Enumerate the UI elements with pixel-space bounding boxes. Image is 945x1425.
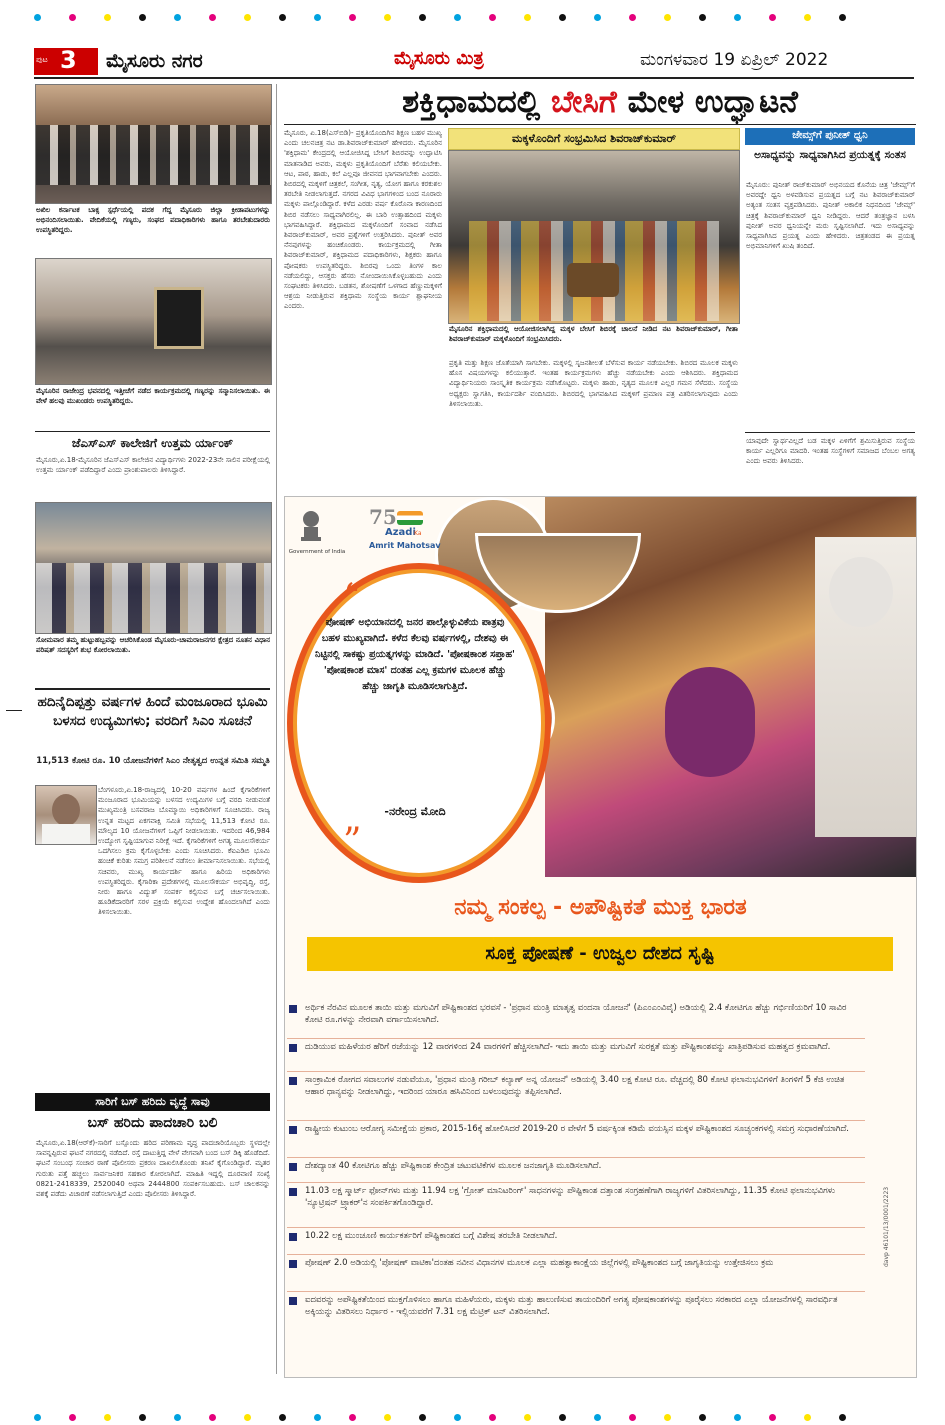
- registration-dot: [384, 1414, 391, 1421]
- registration-dot: [349, 1414, 356, 1421]
- lead-headline: [284, 80, 916, 124]
- ad-bullet-7: [287, 1228, 865, 1255]
- modi-quote: ಪೋಷಣ್ ಅಭಿಯಾನದಲ್ಲಿ ಜನರ ಪಾಲ್ಗೊಳ್ಳುವಿಕೆಯ ಪಾತ್ರವು ಬಹಳ ಮುಖ್ಯವಾಗಿದೆ. ಕಳೆದ ಕೆಲವು ವರ್ಷಗಳಲ್ಲಿ, ದೇಶವು ಈ ನಿಟ್ಟಿನಲ್ಲಿ ಸಾಕಷ್ಟು ಪ್ರಯತ್ನಗಳನ್ನು ಮಾಡಿದೆ. 'ಪೋಷಕಾಂಶ ಸಪ್ತಾಹ' 'ಪೋಷಕಾಂಶ ಮಾಸ' ದಂತಹ ಎಲ್ಲ ಕ್ರಮಗಳ ಮೂಲಕ ಹೆಚ್ಚು ಹೆಚ್ಚು ಜಾಗೃತಿ ಮೂಡಿಸಲಾಗುತ್ತಿದೆ.: [315, 617, 515, 692]
- registration-dot: [734, 14, 741, 21]
- azadi-logo: [363, 505, 441, 559]
- photo-felicitation: [35, 258, 272, 385]
- james-banner-text: ಜೇಮ್ಸ್‌ಗೆ ಪುನೀತ್ ಧ್ವನಿ: [792, 130, 868, 141]
- james-box-rule: [745, 432, 915, 433]
- paper-name: ಮೈಸೂರು ಮಿತ್ರ: [394, 48, 484, 69]
- registration-dot: [34, 1414, 41, 1421]
- issue-date: ಮಂಗಳವಾರ 19 ಏಪ್ರಿಲ್ 2022: [640, 50, 829, 70]
- left-column-divider: [276, 84, 277, 1374]
- ad-bullet-1: [287, 1000, 865, 1039]
- registration-dot: [454, 1414, 461, 1421]
- registration-dot: [769, 1414, 776, 1421]
- registration-dot: [489, 14, 496, 21]
- bus-body: ಮೈಸೂರು,ಏ.18(ಆರ್‌ಕೆ)-ಸಾರಿಗೆ ಬಸ್ಸೊಂದು ಹರಿದ ಪರಿಣಾಮ ವೃದ್ಧ ಪಾದಚಾರಿಯೊಬ್ಬರು ಸ್ಥಳದಲ್ಲೇ ಸಾವನ್ನಪ್ಪಿರುವ ಘಟನೆ ನಗರದಲ್ಲಿ ನಡೆದಿದೆ. ರಸ್ತೆ ದಾಟುತ್ತಿದ್ದ ವೇಳೆ ವೇಗವಾಗಿ ಬಂದ ಬಸ್ ಡಿಕ್ಕಿ ಹೊಡೆದಿದೆ. ಘಟನೆ ಸಂಬಂಧ ಸಂಚಾರ ಠಾಣೆ ಪೊಲೀಸರು ಪ್ರಕರಣ ದಾಖಲಿಸಿಕೊಂಡು ತನಿಖೆ ಕೈಗೊಂಡಿದ್ದಾರೆ. ಮೃತರ ಗುರುತು ಪತ್ತೆ ಹಚ್ಚಲು ಸಾರ್ವಜನಿಕರ ಸಹಕಾರ ಕೋರಲಾಗಿದೆ. ಮಾಹಿತಿ ಇದ್ದಲ್ಲಿ ದೂರವಾಣಿ ಸಂಖ್ಯೆ 0821-2418339, 2520040 ಅಥವಾ 2444800 ಸಂಪರ್ಕಿಸಬಹುದು. ಬಸ್ ಚಾಲಕನನ್ನು ವಶಕ್ಕೆ ಪಡೆದು ವಿಚಾರಣೆ ನಡೆಸಲಾಗುತ್ತಿದೆ ಎಂದು ಪೊಲೀಸರು ತಿಳಿಸಿದ್ದಾರೆ.: [36, 1139, 270, 1199]
- ad-title: ನಮ್ಮ ಸಂಕಲ್ಪ - ಅಪೌಷ್ಟಿಕತೆ ಮುಕ್ತ ಭಾರತ: [454, 895, 747, 920]
- registration-dot: [559, 1414, 566, 1421]
- registration-dot: [244, 14, 251, 21]
- registration-dot: [174, 1414, 181, 1421]
- registration-dot: [69, 1414, 76, 1421]
- photo-cm: [35, 785, 97, 845]
- page-number: 3: [60, 46, 77, 74]
- lead-body: ಮೈಸೂರು, ಏ.18(ಎಸ್‌ಬಿಡಿ)- ಪ್ರಕೃತಿಯೊಂದಿಗಿನ ಶಿಕ್ಷಣ ಬಹಳ ಮುಖ್ಯ ಎಂದು ಚಲನಚಿತ್ರ ನಟ ಡಾ.ಶಿವರಾಜ್‌ಕುಮಾರ್ ಹೇಳಿದರು. ಮೈಸೂರಿನ 'ಶಕ್ತಿಧಾಮ' ಕೇಂದ್ರದಲ್ಲಿ ಆಯೋಜಿಸಿದ್ದ ಬೇಸಿಗೆ ಶಿಬಿರವನ್ನು ಉದ್ಘಾಟಿಸಿ ಮಾತನಾಡಿದ ಅವರು, ಮಕ್ಕಳು ಪ್ರಕೃತಿಯೊಂದಿಗೆ ಬೆರೆತು ಕಲಿಯಬೇಕು. ಆಟ, ಪಾಠ, ಹಾಡು, ಕಲೆ ಎಲ್ಲವೂ ಜೀವನದ ಭಾಗವಾಗಬೇಕು ಎಂದರು. ಶಿಬಿರದಲ್ಲಿ ಮಕ್ಕಳಿಗೆ ಚಿತ್ರಕಲೆ, ಸಂಗೀತ, ನೃತ್ಯ, ಯೋಗ ಹಾಗೂ ಕರಕುಶಲ ತರಬೇತಿ ನೀಡಲಾಗುತ್ತದೆ. ನಗರದ ವಿವಿಧ ಭಾಗಗಳಿಂದ ಬಂದ ನೂರಾರು ಮಕ್ಕಳು ಪಾಲ್ಗೊಂಡಿದ್ದಾರೆ. ಕಳೆದ ಎರಡು ವರ್ಷ ಕೊರೊನಾ ಕಾರಣದಿಂದ ಶಿಬಿರ ನಡೆಸಲು ಸಾಧ್ಯವಾಗಿರಲಿಲ್ಲ. ಈ ಬಾರಿ ಉತ್ಸಾಹದಿಂದ ಮಕ್ಕಳು ಭಾಗವಹಿಸಿದ್ದಾರೆ. ಶಕ್ತಿಧಾಮದ ಮಕ್ಕಳೊಂದಿಗೆ ಸಂವಾದ ನಡೆಸಿದ ಶಿವರಾಜ್‌ಕುಮಾರ್, ಅವರ ಪ್ರಶ್ನೆಗಳಿಗೆ ಉತ್ತರಿಸಿದರು. ಪುನೀತ್ ಅವರ ನೆನಪುಗಳನ್ನು ಹಂಚಿಕೊಂಡರು. ಕಾರ್ಯಕ್ರಮದಲ್ಲಿ ಗೀತಾ ಶಿವರಾಜ್‌ಕುಮಾರ್, ಶಕ್ತಿಧಾಮದ ಪದಾಧಿಕಾರಿಗಳು, ಶಿಕ್ಷಕರು ಹಾಗೂ ಪೋಷಕರು ಉಪಸ್ಥಿತರಿದ್ದರು. ಶಿಬಿರವು ಒಂದು ತಿಂಗಳ ಕಾಲ ನಡೆಯಲಿದ್ದು, ಆಸಕ್ತರು ಹೆಸರು ನೋಂದಾಯಿಸಿಕೊಳ್ಳಬಹುದು ಎಂದು ಸಂಘಟಕರು ತಿಳಿಸಿದರು. ಬಡತನ, ಶೋಷಣೆಗೆ ಒಳಗಾದ ಹೆಣ್ಣುಮಕ್ಕಳಿಗೆ ಆಶ್ರಯ ನೀಡುತ್ತಿರುವ ಶಕ್ತಿಧಾಮ ಸಂಸ್ಥೆಯ ಕಾರ್ಯ ಶ್ಲಾಘನೀಯ ಎಂದರು.: [284, 129, 442, 311]
- registration-dot: [734, 1414, 741, 1421]
- registration-dot: [629, 1414, 636, 1421]
- registration-dot: [699, 14, 706, 21]
- bus-headline: ಬಸ್ ಹರಿದು ಪಾದಚಾರಿ ಬಲಿ: [87, 1115, 218, 1131]
- registration-dot: [139, 14, 146, 21]
- bus-banner-text: ಸಾರಿಗೆ ಬಸ್ ಹರಿದು ವೃದ್ಧೆ ಸಾವು: [95, 1095, 210, 1108]
- registration-dot: [314, 14, 321, 21]
- bullet-square-icon: [289, 1233, 297, 1241]
- photo-award-group: [35, 84, 272, 204]
- registration-dots-bottom: [20, 1406, 925, 1416]
- bullet-square-icon: [289, 1005, 297, 1013]
- ad-bullet-5: [287, 1158, 865, 1183]
- rank-rule-top: [35, 431, 270, 432]
- james-headline: ಅಸಾಧ್ಯವನ್ನು ಸಾಧ್ಯವಾಗಿಸಿದ ಪ್ರಯತ್ನಕ್ಕೆ ಸಂತಸ: [754, 149, 906, 161]
- registration-dot: [384, 14, 391, 21]
- registration-dot: [69, 14, 76, 21]
- registration-dot: [209, 1414, 216, 1421]
- registration-dot: [664, 14, 671, 21]
- azadi-text-1: Azadi: [385, 527, 416, 538]
- registration-dot: [314, 1414, 321, 1421]
- ad-bullet-2: [287, 1039, 865, 1072]
- james-body: ಮೈಸೂರು: ಪುನೀತ್ ರಾಜ್‌ಕುಮಾರ್ ಅಭಿನಯದ ಕೊನೆಯ ಚಿತ್ರ 'ಜೇಮ್ಸ್'ಗೆ ಅವರದ್ದೇ ಧ್ವನಿ ಅಳವಡಿಸುವ ಪ್ರಯತ್ನದ ಬಗ್ಗೆ ನಟ ಶಿವರಾಜ್‌ಕುಮಾರ್ ಅತ್ಯಂತ ಸಂತಸ ವ್ಯಕ್ತಪಡಿಸಿದರು. ಪುನೀತ್ ಅಕಾಲಿಕ ನಿಧನದಿಂದ 'ಜೇಮ್ಸ್' ಚಿತ್ರಕ್ಕೆ ಶಿವರಾಜ್‌ಕುಮಾರ್ ಧ್ವನಿ ನೀಡಿದ್ದರು. ಆದರೆ ತಂತ್ರಜ್ಞಾನ ಬಳಸಿ ಪುನೀತ್ ಅವರ ಧ್ವನಿಯನ್ನೇ ಮರು ಸೃಷ್ಟಿಸಲಾಗಿದೆ. ಇದು ಅಸಾಧ್ಯವನ್ನು ಸಾಧ್ಯವಾಗಿಸಿದ ಪ್ರಯತ್ನ ಎಂದು ಹೇಳಿದರು. ಚಿತ್ರತಂಡದ ಈ ಪ್ರಯತ್ನ ಅಭಿಮಾನಿಗಳಿಗೆ ಖುಷಿ ತಂದಿದೆ.: [746, 181, 915, 251]
- photo-shakthidhama: [448, 150, 740, 324]
- dav-code: davp 46101/13/0001/2223: [883, 1186, 890, 1267]
- quote-author: -ನರೇಂದ್ರ ಮೋದಿ: [384, 805, 446, 818]
- bullet-square-icon: [289, 1188, 297, 1196]
- bullet-text: ಪೋಷಣ್ 2.0 ಅಡಿಯಲ್ಲಿ 'ಪೋಷಣ್ ವಾಟಿಕಾ'ದಂತಹ ನವೀನ ವಿಧಾನಗಳ ಮೂಲಕ ಎಲ್ಲಾ ಮಹತ್ವಾಕಾಂಕ್ಷೆಯ ಜಿಲ್ಲೆಗಳಲ್ಲಿ ಪೌಷ್ಟಿಕಾಂಶದ ಬಗ್ಗೆ ಜಾಗೃತಿಯನ್ನು ಉತ್ತೇಜಿಸಲು ಕ್ರಮ: [305, 1258, 774, 1268]
- emblem-icon: [298, 509, 324, 545]
- bullet-text: 11.03 ಲಕ್ಷ ಸ್ಮಾರ್ಟ್ ಫೋನ್‌ಗಳು ಮತ್ತು 11.94 ಲಕ್ಷ 'ಗ್ರೋತ್ ಮಾನಿಟರಿಂಗ್' ಸಾಧನಗಳನ್ನು ಪೌಷ್ಟಿಕಾಂಶ ದತ್ತಾಂಶ ಸಂಗ್ರಹಣೆಗಾಗಿ ರಾಜ್ಯಗಳಿಗೆ ವಿತರಿಸಲಾಗಿದ್ದು, 11.35 ಕೋಟಿ ಫಲಾನುಭವಿಗಳು 'ನ್ಯೂಟ್ರಿಷನ್ ಟ್ರ್ಯಾಕರ್'ನ ಸಂಪರ್ಕಿತಗೊಂಡಿದ್ದಾರೆ.: [305, 1186, 836, 1208]
- bullet-square-icon: [289, 1126, 297, 1134]
- registration-dot: [489, 1414, 496, 1421]
- registration-dot: [524, 14, 531, 21]
- rank-headline: ಜೆಎಸ್‌ಎಸ್ ಕಾಲೇಜಿಗೆ ಉತ್ತಮ ರ್ಯಾಂಕ್: [71, 436, 234, 450]
- cm-subheadline: 11,513 ಕೋಟಿ ರೂ. 10 ಯೋಜನೆಗಳಿಗೆ ಸಿಎಂ ನೇತೃತ್ವದ ಉನ್ನತ ಸಮಿತಿ ಸಮ್ಮತಿ: [36, 756, 270, 766]
- bullet-square-icon: [289, 1044, 297, 1052]
- lead-rule: [284, 124, 916, 125]
- azadi-75-icon: 75: [369, 505, 397, 529]
- ad-subtitle-bar: [307, 937, 893, 971]
- page-number-box: [34, 48, 98, 75]
- registration-dot: [174, 14, 181, 21]
- registration-dot: [454, 14, 461, 21]
- registration-dot: [34, 14, 41, 21]
- photo-label: [448, 128, 740, 150]
- bullet-text: ಸಾಂಕ್ರಾಮಿಕ ರೋಗದ ಸವಾಲುಗಳ ನಡುವೆಯೂ, 'ಪ್ರಧಾನ ಮಂತ್ರಿ ಗರೀಬ್ ಕಲ್ಯಾಣ್ ಅನ್ನ ಯೋಜನೆ' ಅಡಿಯಲ್ಲಿ 3.40 ಲಕ್ಷ ಕೋಟಿ ರೂ. ವೆಚ್ಚದಲ್ಲಿ 80 ಕೋಟಿ ಫಲಾನುಭವಿಗಳಿಗೆ ತಿಂಗಳಿಗೆ 5 ಕೆಜಿ ಉಚಿತ ಆಹಾರ ಧಾನ್ಯವನ್ನು ನೀಡಲಾಗಿದ್ದು, ಇದರಿಂದ ಯಾರೂ ಹಸಿವಿನಿಂದ ಬಳಲುವುದನ್ನು ತಪ್ಪಿಸಲಾಗಿದೆ.: [305, 1075, 845, 1097]
- photo-birthday: [35, 502, 272, 634]
- ad-subtitle: ಸೂಕ್ತ ಪೋಷಣೆ - ಉಜ್ವಲ ದೇಶದ ಸೃಷ್ಟಿ: [485, 943, 715, 964]
- masthead: [34, 48, 914, 78]
- rank-body: ಮೈಸೂರು,ಏ.18-ಮೈಸೂರಿನ ಜೆಎಸ್‌ಎಸ್ ಕಾಲೇಜಿನ ವಿದ್ಯಾರ್ಥಿಗಳು 2022-23ನೇ ಸಾಲಿನ ಪರೀಕ್ಷೆಯಲ್ಲಿ ಉತ್ತಮ ರ್ಯಾಂಕ್ ಪಡೆದಿದ್ದಾರೆ ಎಂದು ಪ್ರಾಂಶುಪಾಲರು ತಿಳಿಸಿದ್ದಾರೆ.: [36, 456, 270, 475]
- lead-headline-text: [402, 84, 798, 120]
- registration-dot: [839, 1414, 846, 1421]
- lead-headline-word: ಬೇಸಿಗೆ: [550, 84, 628, 120]
- azadi-ka: Ka: [414, 530, 422, 537]
- photo-label-text: ಮಕ್ಕಳೊಂದಿಗೆ ಸಂಭ್ರಮಿಸಿದ ಶಿವರಾಜ್‌ಕುಮಾರ್: [511, 132, 676, 145]
- registration-dot: [104, 14, 111, 21]
- registration-dot: [279, 1414, 286, 1421]
- registration-dot: [664, 1414, 671, 1421]
- margin-tick: [6, 710, 22, 711]
- registration-dot: [629, 14, 636, 21]
- registration-dot: [699, 1414, 706, 1421]
- registration-dot: [524, 1414, 531, 1421]
- quote-open-mark: “: [343, 577, 362, 618]
- ad-bullet-4: [287, 1121, 865, 1158]
- bullet-square-icon: [289, 1260, 297, 1268]
- caption-birthday: ಸೋಮವಾರ ತಮ್ಮ ಹುಟ್ಟುಹಬ್ಬವನ್ನು ಆಚರಿಸಿಕೊಂಡ ಮೈಸೂರು-ಚಾಮರಾಜನಗರ ಕ್ಷೇತ್ರದ ನೂತನ ವಿಧಾನ ಪರಿಷತ್ ಸದಸ್ಯರಿಗೆ ಶುಭ ಕೋರಲಾಯಿತು.: [36, 636, 270, 655]
- registration-dot: [804, 1414, 811, 1421]
- ad-bullet-9: [287, 1292, 865, 1346]
- bullet-text: ದುಡಿಯುವ ಮಹಿಳೆಯರ ಹೆರಿಗೆ ರಜೆಯನ್ನು 12 ವಾರಗಳಿಂದ 24 ವಾರಗಳಿಗೆ ಹೆಚ್ಚಿಸಲಾಗಿದೆ- ಇದು ತಾಯಿ ಮತ್ತು ಮಗುವಿಗೆ ಸುರಕ್ಷತೆ ಮತ್ತು ಪೌಷ್ಟಿಕಾಂಶವನ್ನು ಖಾತ್ರಿಪಡಿಸುವ ಮಹತ್ವದ ಕ್ರಮವಾಗಿದೆ.: [305, 1042, 831, 1052]
- bullet-square-icon: [289, 1297, 297, 1305]
- lead-headline-word: ಶಕ್ತಿಧಾಮದಲ್ಲಿ: [402, 84, 551, 120]
- registration-dot: [559, 14, 566, 21]
- registration-dots-top: [20, 6, 925, 16]
- lead-lower-body: ಪ್ರಕೃತಿ ಮತ್ತು ಶಿಕ್ಷಣ ಜೊತೆಯಾಗಿ ಸಾಗಬೇಕು. ಮಕ್ಕಳಲ್ಲಿ ಸೃಜನಶೀಲತೆ ಬೆಳೆಸುವ ಕಾರ್ಯ ನಡೆಯಬೇಕು. ಶಿಬಿರದ ಮೂಲಕ ಮಕ್ಕಳು ಹೊಸ ವಿಷಯಗಳನ್ನು ಕಲಿಯುತ್ತಾರೆ. ಇಂತಹ ಕಾರ್ಯಕ್ರಮಗಳು ಹೆಚ್ಚು ನಡೆಯಬೇಕು ಎಂದು ಆಶಿಸಿದರು. ಶಕ್ತಿಧಾಮದ ವಿದ್ಯಾರ್ಥಿನಿಯರು ಸಾಂಸ್ಕೃತಿಕ ಕಾರ್ಯಕ್ರಮ ನಡೆಸಿಕೊಟ್ಟರು. ಮಕ್ಕಳು ಹಾಡು, ನೃತ್ಯದ ಮೂಲಕ ಎಲ್ಲರ ಗಮನ ಸೆಳೆದರು. ಸಂಸ್ಥೆಯ ಅಧ್ಯಕ್ಷರು ಸ್ವಾಗತಿಸಿ, ಕಾರ್ಯದರ್ಶಿ ವಂದಿಸಿದರು. ಶಿಬಿರದಲ್ಲಿ ಭಾಗವಹಿಸಿದ ಮಕ್ಕಳಿಗೆ ಪ್ರಮಾಣ ಪತ್ರ ವಿತರಿಸಲಾಗುವುದು ಎಂದು ತಿಳಿಸಲಾಯಿತು.: [449, 359, 738, 408]
- section-name: ಮೈಸೂರು ನಗರ: [106, 50, 203, 72]
- registration-dot: [419, 14, 426, 21]
- bullet-square-icon: [289, 1077, 297, 1085]
- registration-dot: [244, 1414, 251, 1421]
- cm-rule-top: [35, 688, 270, 690]
- registration-dot: [769, 14, 776, 21]
- registration-dot: [594, 1414, 601, 1421]
- ad-bullet-6: [287, 1183, 865, 1228]
- registration-dot: [349, 14, 356, 21]
- caption-award: ಅಖಿಲ ಕರ್ನಾಟಕ ಬಾಕ್ಸ ಸ್ಪರ್ಧೆಯಲ್ಲಿ ಪದಕ ಗೆದ್ದ ಮೈಸೂರು ಜಿಲ್ಲಾ ಕ್ರೀಡಾಪಟುಗಳನ್ನು ಅಭಿನಂದಿಸಲಾಯಿತು. ವೇದಿಕೆಯಲ್ಲಿ ಗಣ್ಯರು, ಸಂಘದ ಪದಾಧಿಕಾರಿಗಳು ಹಾಗೂ ತರಬೇತುದಾರರು ಉಪಸ್ಥಿತರಿದ್ದರು.: [36, 206, 270, 235]
- james-body2: ಯಾವುದೇ ಸ್ವಾರ್ಥವಿಲ್ಲದೆ ಬಡ ಮಕ್ಕಳ ಏಳಿಗೆಗೆ ಶ್ರಮಿಸುತ್ತಿರುವ ಸಂಸ್ಥೆಯ ಕಾರ್ಯ ಎಲ್ಲರಿಗೂ ಮಾದರಿ. ಇಂತಹ ಸಂಸ್ಥೆಗಳಿಗೆ ಸಮಾಜದ ಬೆಂಬಲ ಅಗತ್ಯ ಎಂದು ಅವರು ತಿಳಿಸಿದರು.: [746, 437, 915, 466]
- bullet-text: 10.22 ಲಕ್ಷ ಮುಂಚೂಣಿ ಕಾರ್ಯಕರ್ತರಿಗೆ ಪೌಷ್ಟಿಕಾಂಶದ ಬಗ್ಗೆ ವಿಶೇಷ ತರಬೇತಿ ನೀಡಲಾಗಿದೆ.: [305, 1231, 558, 1241]
- quote-close-mark: ”: [343, 821, 362, 862]
- james-banner: [745, 128, 915, 145]
- photo-caption: ಮೈಸೂರಿನ ಶಕ್ತಿಧಾಮದಲ್ಲಿ ಆಯೋಜಿಸಲಾಗಿದ್ದ ಮಕ್ಕಳ ಬೇಸಿಗೆ ಶಿಬಿರಕ್ಕೆ ಚಾಲನೆ ನೀಡಿದ ನಟ ಶಿವರಾಜ್‌ಕುಮಾರ್, ಗೀತಾ ಶಿವರಾಜ್‌ಕುಮಾರ್ ಮಕ್ಕಳೊಂದಿಗೆ ಸಂಭ್ರಮಿಸಿದರು.: [449, 325, 738, 344]
- cm-headline: ಹದಿನೈದಿಪ್ಪತ್ತು ವರ್ಷಗಳ ಹಿಂದೆ ಮಂಜೂರಾದ ಭೂಮಿ ಬಳಸದ ಉದ್ಯಮಿಗಳು; ವರದಿಗೆ ಸಿಎಂ ಸೂಚನೆ: [37, 694, 268, 729]
- cm-body: ಬೆಂಗಳೂರು,ಏ.18-ರಾಜ್ಯದಲ್ಲಿ 10-20 ವರ್ಷಗಳ ಹಿಂದೆ ಕೈಗಾರಿಕೆಗಳಿಗೆ ಮಂಜೂರಾದ ಭೂಮಿಯನ್ನು ಬಳಸದ ಉದ್ಯಮಿಗಳ ಬಗ್ಗೆ ವರದಿ ನೀಡುವಂತೆ ಮುಖ್ಯಮಂತ್ರಿ ಬಸವರಾಜ ಬೊಮ್ಮಾಯಿ ಅಧಿಕಾರಿಗಳಿಗೆ ಸೂಚಿಸಿದರು. ರಾಜ್ಯ ಉನ್ನತ ಮಟ್ಟದ ಏಕಗವಾಕ್ಷಿ ಸಮಿತಿ ಸಭೆಯಲ್ಲಿ 11,513 ಕೋಟಿ ರೂ. ಮೌಲ್ಯದ 10 ಯೋಜನೆಗಳಿಗೆ ಒಪ್ಪಿಗೆ ನೀಡಲಾಯಿತು. ಇದರಿಂದ 46,984 ಉದ್ಯೋಗ ಸೃಷ್ಟಿಯಾಗುವ ನಿರೀಕ್ಷೆ ಇದೆ. ಕೈಗಾರಿಕೆಗಳಿಗೆ ಅಗತ್ಯ ಮೂಲಸೌಕರ್ಯ ಒದಗಿಸಲು ಕ್ರಮ ಕೈಗೊಳ್ಳಬೇಕು ಎಂದು ಸೂಚಿಸಿದರು. ಕೆಐಎಡಿಬಿ ಭೂಮಿ ಹಂಚಿಕೆ ಕುರಿತು ಸಮಗ್ರ ಪರಿಶೀಲನೆ ನಡೆಸಲು ತೀರ್ಮಾನಿಸಲಾಯಿತು. ಸಭೆಯಲ್ಲಿ ಸಚಿವರು, ಮುಖ್ಯ ಕಾರ್ಯದರ್ಶಿ ಹಾಗೂ ಹಿರಿಯ ಅಧಿಕಾರಿಗಳು ಉಪಸ್ಥಿತರಿದ್ದರು. ಕೈಗಾರಿಕಾ ಪ್ರದೇಶಗಳಲ್ಲಿ ಮೂಲಸೌಕರ್ಯ ಅಭಿವೃದ್ಧಿ, ರಸ್ತೆ, ನೀರು ಹಾಗೂ ವಿದ್ಯುತ್ ಸಂಪರ್ಕ ಕಲ್ಪಿಸುವ ಬಗ್ಗೆ ಚರ್ಚಿಸಲಾಯಿತು. ಹೂಡಿಕೆದಾರರಿಗೆ ಸರಳ ಪ್ರಕ್ರಿಯೆ ಕಲ್ಪಿಸುವ ಉದ್ದೇಶ ಹೊಂದಲಾಗಿದೆ ಎಂದು ತಿಳಿಸಲಾಯಿತು.: [98, 786, 270, 917]
- lead-headline-word: ಉದ್ಘಾಟನೆ: [694, 84, 798, 120]
- lead-headline-word: ಮೇಳ: [627, 84, 695, 120]
- gov-label: Government of India: [288, 549, 346, 555]
- bullet-text: ರಾಷ್ಟ್ರೀಯ ಕುಟುಂಬ ಆರೋಗ್ಯ ಸಮೀಕ್ಷೆಯ ಪ್ರಕಾರ, 2015-16ಕ್ಕೆ ಹೋಲಿಸಿದರೆ 2019-20 ರ ವೇಳೆಗೆ 5 ವರ್ಷಕ್ಕಿಂತ ಕಡಿಮೆ ವಯಸ್ಸಿನ ಮಕ್ಕಳ ಪೌಷ್ಟಿಕಾಂಶದ ಸೂಚ್ಯಂಕಗಳಲ್ಲಿ ಸಮಗ್ರ ಸುಧಾರಣೆಯಾಗಿದೆ.: [305, 1124, 850, 1134]
- caption-felicitation: ಮೈಸೂರಿನ ರಾಜೇಂದ್ರ ಭವನದಲ್ಲಿ ಇತ್ತೀಚೆಗೆ ನಡೆದ ಕಾರ್ಯಕ್ರಮದಲ್ಲಿ ಗಣ್ಯರನ್ನು ಸನ್ಮಾನಿಸಲಾಯಿತು. ಈ ವೇಳೆ ಹಲವು ಮುಖಂಡರು ಉಪಸ್ಥಿತರಿದ್ದರು.: [36, 387, 270, 406]
- ad-bullet-8: [287, 1255, 865, 1292]
- bullet-text: ಅರ್ಥಿಕ ನೆರವಿನ ಮೂಲಕ ತಾಯಿ ಮತ್ತು ಮಗುವಿಗೆ ಪೌಷ್ಟಿಕಾಂಶದ ಭರವಸೆ - 'ಪ್ರಧಾನ ಮಂತ್ರಿ ಮಾತೃತ್ವ ವಂದನಾ ಯೋಜನೆ' (ಪಿಎಂಎಂವಿವೈ) ಅಡಿಯಲ್ಲಿ 2.4 ಕೋಟಿಗೂ ಹೆಚ್ಚು ಗರ್ಭಿಣಿಯರಿಗೆ 10 ಸಾವಿರ ಕೋಟಿ ರೂ.ಗಳನ್ನು ನೇರವಾಗಿ ವರ್ಗಾಯಿಸಲಾಗಿದೆ.: [305, 1003, 847, 1025]
- ad-bullet-3: [287, 1072, 865, 1121]
- registration-dot: [804, 14, 811, 21]
- registration-dot: [139, 1414, 146, 1421]
- bullet-text: ದೇಶದ್ಯಾಂತ 40 ಕೋಟಿಗೂ ಹೆಚ್ಚು ಪೌಷ್ಟಿಕಾಂಶ ಕೇಂದ್ರಿತ ಚಟುವಟಿಕೆಗಳ ಮೂಲಕ ಜನಜಾಗೃತಿ ಮೂಡಿಸಲಾಗಿದೆ.: [305, 1161, 602, 1171]
- bullet-text: ಐದವರನ್ನು ಅಪೌಷ್ಟಿಕತೆಯಿಂದ ಮುಕ್ತಗೊಳಿಸಲು ಹಾಗೂ ಮಹಿಳೆಯರು, ಮಕ್ಕಳು ಮತ್ತು ಹಾಲುಣಿಸುವ ತಾಯಂದಿರಿಗೆ ಅಗತ್ಯ ಪೋಷಕಾಂಶಗಳನ್ನು ಪೂರೈಸಲು ಸರಕಾರದ ಎಲ್ಲಾ ಯೋಜನೆಗಳಲ್ಲಿ ಸಾರವರ್ಧಿತ ಅಕ್ಕಿಯನ್ನು ವಿತರಿಸಲು ನಿರ್ಧಾರ - ಇಲ್ಲಿಯವರೆಗೆ 7.31 ಲಕ್ಷ ಮೆಟ್ರಿಕ್ ಟನ್ ವಿತರಿಸಲಾಗಿದೆ.: [305, 1295, 838, 1317]
- page-word: ಪುಟ: [36, 55, 48, 64]
- registration-dot: [839, 14, 846, 21]
- registration-dot: [279, 14, 286, 21]
- registration-dot: [594, 14, 601, 21]
- registration-dot: [104, 1414, 111, 1421]
- azadi-text-2: Amrit Mahotsav: [369, 541, 441, 550]
- bus-banner: [35, 1093, 270, 1111]
- bullet-square-icon: [289, 1163, 297, 1171]
- masthead-rule: [34, 77, 914, 79]
- registration-dot: [419, 1414, 426, 1421]
- registration-dot: [209, 14, 216, 21]
